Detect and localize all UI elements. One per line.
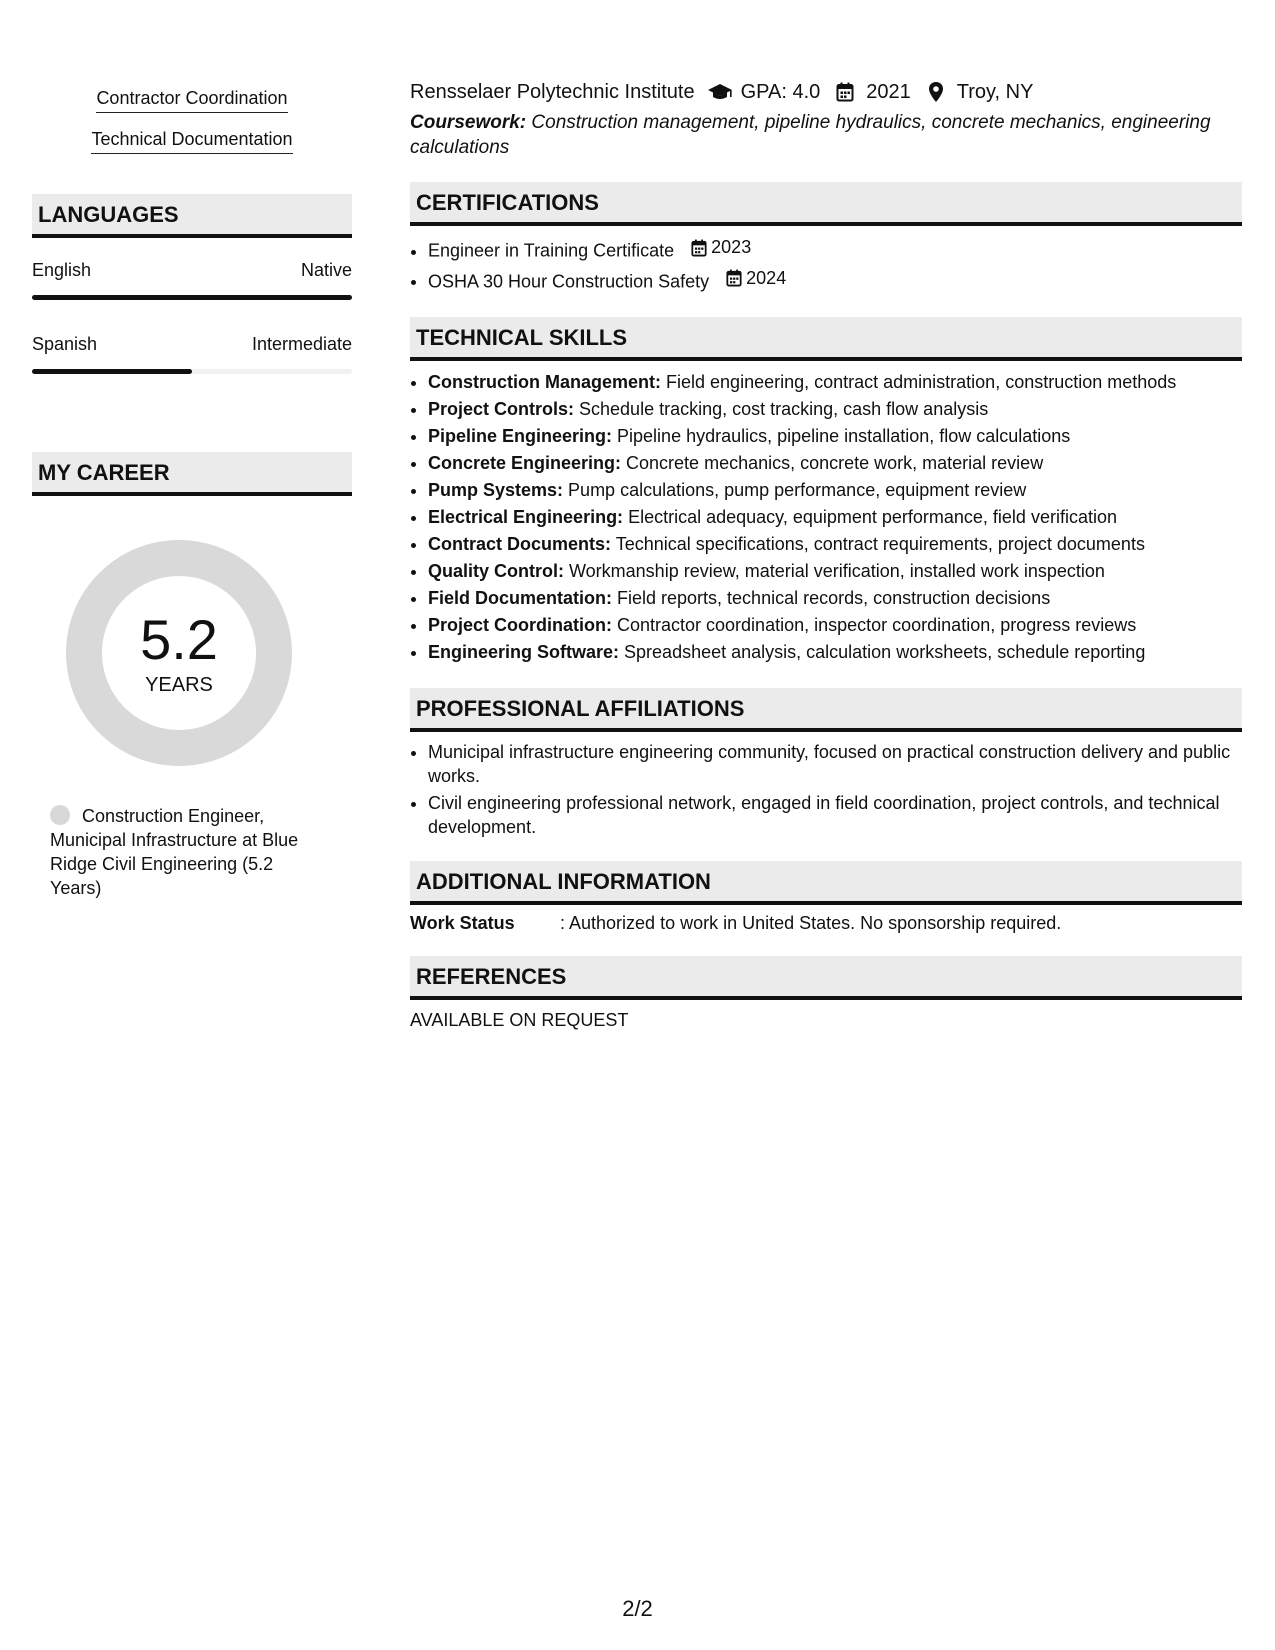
skill-text: Electrical adequacy, equipment performance, field verification xyxy=(623,507,1117,527)
technical-skills-list xyxy=(410,369,1242,666)
skill-text: Concrete mechanics, concrete work, material review xyxy=(621,453,1044,473)
language-level: Native xyxy=(300,260,352,280)
list-item xyxy=(428,369,1242,396)
skill-text: Field engineering, contract administration, construction methods xyxy=(661,372,1177,392)
skill-label: Pipeline Engineering: xyxy=(428,426,613,446)
skill-label: Pump Systems: xyxy=(428,480,564,500)
list-item xyxy=(428,234,1242,265)
skill-label: Engineering Software: xyxy=(428,642,620,662)
certification-name: Engineer in Training Certificate xyxy=(428,240,675,261)
education-line xyxy=(410,78,1242,106)
affiliations-list xyxy=(410,740,1242,839)
language-bar-fill xyxy=(32,369,192,374)
language-name: English xyxy=(32,260,92,280)
coursework-label: Coursework: xyxy=(410,112,527,133)
skill-text: Technical specifications, contract requirements, project documents xyxy=(611,534,1145,554)
skill-tag: Contractor Coordination xyxy=(96,88,287,113)
career-entry-text: Construction Engineer, Municipal Infrastructure at Blue Ridge Civil Engineering (5.2 Years) xyxy=(50,806,299,898)
list-item xyxy=(428,531,1242,558)
skill-text: Workmanship review, material verification, installed work inspection xyxy=(564,561,1105,581)
skill-label: Project Controls: xyxy=(428,399,575,419)
list-item xyxy=(428,396,1242,423)
skill-tag-list xyxy=(32,88,352,154)
list-item xyxy=(428,477,1242,504)
languages-header: LANGUAGES xyxy=(32,194,352,238)
language-bar-track xyxy=(32,369,352,374)
graduation-cap-icon xyxy=(707,81,733,103)
language-item xyxy=(32,260,352,300)
right-column xyxy=(410,78,1242,1031)
list-item xyxy=(428,639,1242,666)
skill-label: Project Coordination: xyxy=(428,615,612,635)
list-item: • Civil engineering professional network, engaged in field coordination, project controls, and technical development. xyxy=(428,791,1242,839)
location-pin-icon xyxy=(923,81,949,103)
list-item xyxy=(428,265,1242,296)
list-item xyxy=(428,423,1242,450)
skill-text: Field reports, technical records, construction decisions xyxy=(612,588,1051,608)
affiliations-header: PROFESSIONAL AFFILIATIONS xyxy=(410,688,1242,732)
language-item xyxy=(32,334,352,374)
graduation-year: 2021 xyxy=(866,80,911,103)
skill-text: Pump calculations, pump performance, equipment review xyxy=(563,480,1027,500)
work-status xyxy=(410,913,1242,934)
certification-year: 2024 xyxy=(746,267,787,288)
career-entry xyxy=(50,804,320,900)
career-header: MY CAREER xyxy=(32,452,352,496)
school-name: Rensselaer Polytechnic Institute xyxy=(410,80,695,103)
language-bar-fill xyxy=(32,295,352,300)
list-item xyxy=(428,585,1242,612)
references-text: AVAILABLE ON REQUEST xyxy=(410,1010,629,1030)
skill-label: Quality Control: xyxy=(428,561,564,581)
additional-info-header: ADDITIONAL INFORMATION xyxy=(410,861,1242,905)
coursework xyxy=(410,110,1242,160)
skill-label: Contract Documents: xyxy=(428,534,612,554)
language-level: Intermediate xyxy=(251,334,352,354)
list-item: • Municipal infrastructure engineering community, focused on practical construction delivery and public works. xyxy=(428,740,1242,788)
skill-text: Pipeline hydraulics, pipeline installation, flow calculations xyxy=(612,426,1071,446)
list-item xyxy=(428,558,1242,585)
page-number: 2/2 xyxy=(622,1596,653,1621)
list-item xyxy=(428,450,1242,477)
career-years-donut xyxy=(66,540,292,766)
skill-label: Electrical Engineering: xyxy=(428,507,624,527)
skill-text: Contractor coordination, inspector coordination, progress reviews xyxy=(612,615,1137,635)
certifications-header: CERTIFICATIONS xyxy=(410,182,1242,226)
certifications-list xyxy=(410,234,1242,295)
coursework-text: Construction management, pipeline hydraulics, concrete mechanics, engineering calculations xyxy=(410,112,1211,158)
skill-text: Spreadsheet analysis, calculation worksheets, schedule reporting xyxy=(619,642,1146,662)
skill-tag: Technical Documentation xyxy=(91,129,292,154)
skill-text: Schedule tracking, cost tracking, cash flow analysis xyxy=(574,399,989,419)
certification-name: OSHA 30 Hour Construction Safety xyxy=(428,271,710,291)
list-item xyxy=(428,504,1242,531)
language-bar-track xyxy=(32,295,352,300)
skill-label: Field Documentation: xyxy=(428,588,612,608)
references-header: REFERENCES xyxy=(410,956,1242,1000)
calendar-icon xyxy=(691,239,707,257)
career-years-value: 5.2 xyxy=(140,607,218,671)
gpa: GPA: 4.0 xyxy=(740,80,821,103)
skill-label: Construction Management: xyxy=(428,372,662,392)
list-item xyxy=(428,612,1242,639)
career-years-unit: YEARS xyxy=(145,673,213,696)
career-legend-dot-icon xyxy=(50,805,70,825)
calendar-icon xyxy=(832,81,858,103)
skill-label: Concrete Engineering: xyxy=(428,453,622,473)
calendar-icon xyxy=(726,269,742,287)
work-status-value: : Authorized to work in United States. No sponsorship required. xyxy=(560,913,1062,933)
certification-year: 2023 xyxy=(711,237,752,257)
school-location: Troy, NY xyxy=(956,80,1034,103)
technical-skills-header: TECHNICAL SKILLS xyxy=(410,317,1242,361)
language-name: Spanish xyxy=(32,334,98,354)
left-column xyxy=(32,78,352,900)
work-status-label: Work Status xyxy=(410,913,515,933)
